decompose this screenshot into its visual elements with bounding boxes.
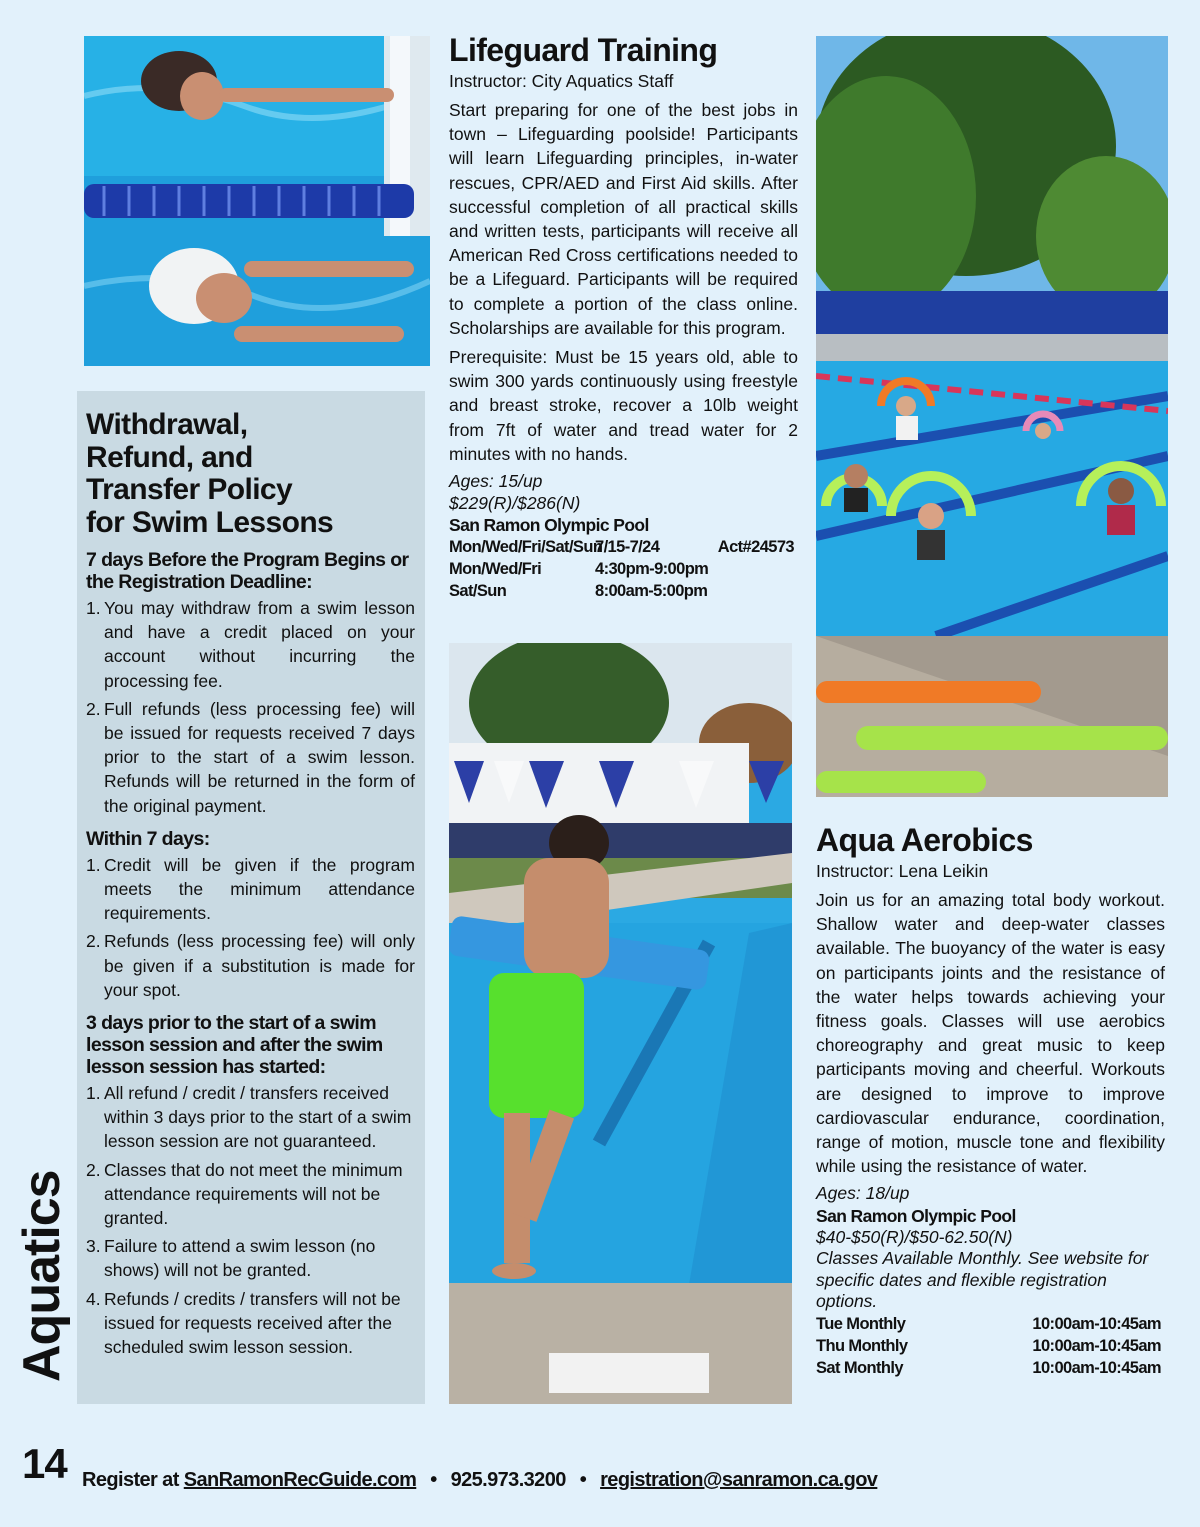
lifeguard-location: San Ramon Olympic Pool [449, 515, 649, 536]
separator-dot: • [579, 1469, 587, 1491]
policy-title [86, 409, 415, 539]
policy-section-heading: 7 days Before the Program Begins or the Registration Deadline: [86, 549, 409, 593]
policy-item-text: Credit will be given if the program meets the minimum attendance requirements. [104, 854, 415, 924]
policy-section-heading: Within 7 days: [86, 827, 210, 850]
policy-item [86, 596, 415, 693]
schedule-row [449, 536, 798, 558]
schedule-days: Mon/Wed/Fri/Sat/Sun [449, 538, 603, 557]
policy-title-line: for Swim Lessons [86, 505, 334, 539]
separator-dot: • [430, 1469, 437, 1491]
schedule-days: Mon/Wed/Fri [449, 560, 542, 579]
section-side-label: Aquatics [13, 1170, 71, 1382]
aqua-instructor: Instructor: Lena Leikin [816, 861, 989, 881]
aqua-aerobics-section [816, 820, 1165, 1379]
policy-item-number: 2. [86, 698, 101, 719]
lifeguard-title: Lifeguard Training [449, 32, 718, 68]
policy-item-text: All refund / credit / transfers received within 3 days prior to the start of a swim lesson session are not guaranteed. [104, 1083, 412, 1152]
aqua-description: Join us for an amazing total body workout. Shallow water and deep-water classes available. The buoyancy of the water is easy on participants joints and the resistance of the water helps towards achieving your fitness goals. Classes will use aerobics choreography and great music to keep participants moving and cheerful. Workouts are designed to improve to improve cardiovascular endurance, coordination, range of motion, muscle tone and flexibility while using the resistance of water. [816, 890, 1165, 1177]
swimmers-photo [84, 36, 430, 366]
lifeguard-price: $229(R)/$286(N) [449, 492, 581, 513]
aqua-schedule [816, 1313, 1165, 1379]
aqua-note: Classes Available Monthly. See website for specific dates and flexible registration options. [816, 1248, 1149, 1312]
policy-item [86, 929, 415, 1002]
policy-item-text: Refunds / credits / transfers will not be issued for requests received after the scheduled swim lesson session. [104, 1288, 401, 1358]
policy-item-number: 2. [86, 931, 101, 952]
schedule-dates: 7/15-7/24 [595, 538, 660, 557]
policy-list [86, 596, 415, 818]
schedule-row [816, 1313, 1165, 1335]
schedule-row [449, 558, 798, 580]
policy-item-number: 4. [86, 1288, 101, 1309]
policy-item [86, 1287, 415, 1360]
policy-item-text: Refunds (less processing fee) will only be given if a substitution is made for your spot. [104, 931, 415, 1000]
policy-item [86, 1081, 415, 1154]
lifeguard-schedule [449, 536, 798, 602]
schedule-row [816, 1357, 1165, 1379]
lifeguard-ages: Ages: 15/up [449, 471, 543, 492]
schedule-row [816, 1335, 1165, 1357]
schedule-time: 10:00am-10:45am [1032, 1336, 1161, 1355]
policy-item-number: 3. [86, 1236, 101, 1257]
policy-section-heading: 3 days prior to the start of a swim lesson session and after the swim lesson session has started: [86, 1012, 383, 1079]
policy-item-number: 1. [86, 854, 101, 875]
page-number: 14 [22, 1440, 67, 1487]
email-link[interactable]: registration@sanramon.ca.gov [600, 1469, 878, 1491]
schedule-days: Tue Monthly [816, 1314, 906, 1333]
policy-item [86, 853, 415, 926]
aqua-location: San Ramon Olympic Pool [816, 1205, 1016, 1226]
policy-title-line: Refund, and [86, 440, 253, 474]
policy-item-text: Failure to attend a swim lesson (no shows) will not be granted. [104, 1236, 376, 1281]
lifeguard-instructor: Instructor: City Aquatics Staff [449, 71, 674, 91]
policy-item-text: You may withdraw from a swim lesson and have a credit placed on your account without incurring the processing fee. [104, 598, 415, 691]
policy-item-text: Classes that do not meet the minimum attendance requirements will not be granted. [104, 1159, 403, 1229]
schedule-days: Sat/Sun [449, 582, 507, 601]
schedule-time: 10:00am-10:45am [1032, 1314, 1161, 1333]
policy-item [86, 1158, 415, 1231]
website-link[interactable]: SanRamonRecGuide.com [183, 1469, 417, 1491]
policy-list [86, 1081, 415, 1359]
schedule-days: Thu Monthly [816, 1336, 908, 1355]
refund-policy-box [77, 391, 425, 1404]
lifeguard-description: Start preparing for one of the best jobs in town – Lifeguarding poolside! Participants will learn Lifeguarding principles, in-water rescues, CPR/AED and First Aid skills. After successful completion of all practical skills and written tests, participants will receive all American Red Cross certifications needed to be a Lifeguard. Participants will be required to complete a portion of the class online. Scholarships are available for this program. [449, 100, 798, 338]
activity-number: Act#24573 [717, 538, 794, 557]
aqua-title: Aqua Aerobics [816, 822, 1033, 858]
schedule-time: 10:00am-10:45am [1032, 1358, 1161, 1377]
policy-list [86, 853, 415, 1002]
aqua-aerobics-photo [816, 36, 1168, 797]
policy-item-number: 1. [86, 1083, 101, 1104]
aqua-price: $40-$50(R)/$50-62.50(N) [816, 1226, 1013, 1247]
aqua-ages: Ages: 18/up [816, 1183, 910, 1204]
lifeguard-training-section [449, 30, 798, 602]
policy-title-line: Transfer Policy [86, 473, 293, 506]
policy-item [86, 697, 415, 818]
phone-number: 925.973.3200 [450, 1469, 566, 1491]
lifeguard-prerequisite: Prerequisite: Must be 15 years old, able to swim 300 yards continuously using freestyle and breast stroke, recover a 10lb weight from 7ft of water and tread water for 2 minutes with no hands. [449, 347, 798, 464]
schedule-time: 8:00am-5:00pm [595, 582, 708, 601]
schedule-days: Sat Monthly [816, 1358, 903, 1377]
register-prefix: Register at [82, 1469, 179, 1491]
lifeguard-trainee-photo [449, 643, 792, 1404]
policy-item [86, 1234, 415, 1282]
schedule-row [449, 580, 798, 602]
policy-title-line: Withdrawal, [86, 408, 248, 441]
schedule-time: 4:30pm-9:00pm [595, 560, 709, 579]
footer-register-line [82, 1466, 877, 1494]
policy-item-number: 2. [86, 1159, 101, 1180]
policy-item-number: 1. [86, 598, 101, 618]
policy-item-text: Full refunds (less processing fee) will be issued for requests received 7 days prior to the start of a swim lesson. Refunds will be returned in the form of the original payment. [104, 698, 415, 816]
